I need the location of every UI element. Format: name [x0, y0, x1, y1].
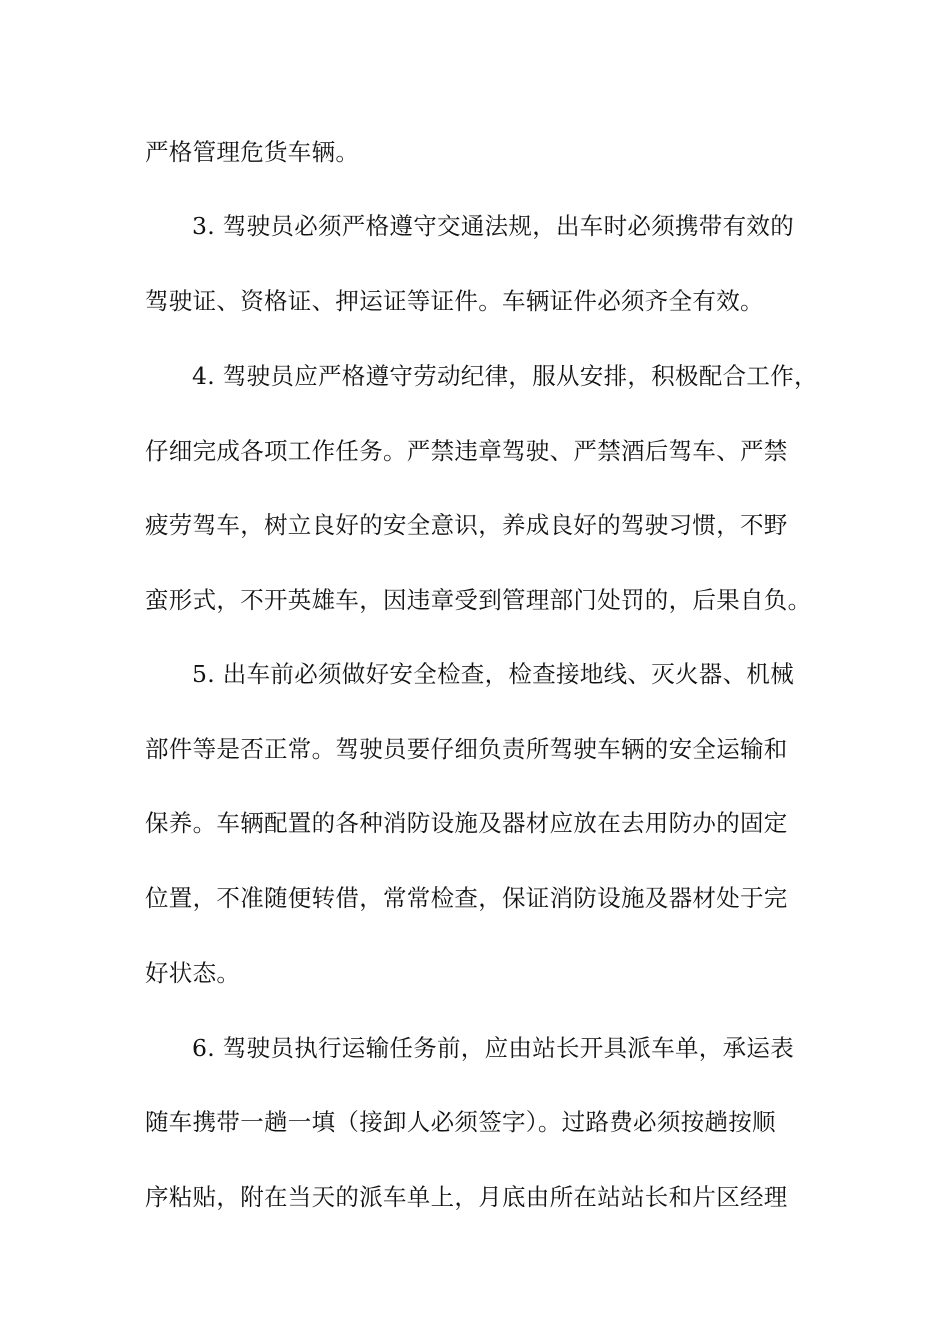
text-line-7: 蛮形式，不开英雄车，因违章受到管理部门处罚的，后果自负。 [145, 586, 812, 614]
text-line-3: 驾驶证、资格证、押运证等证件。车辆证件必须齐全有效。 [145, 287, 764, 315]
text-line-5: 仔细完成各项工作任务。严禁违章驾驶、严禁酒后驾车、严禁 [145, 437, 788, 465]
text-line-2: 3. 驾驶员必须严格遵守交通法规，出车时必须携带有效的 [192, 212, 794, 240]
text-line-4: 4. 驾驶员应严格遵守劳动纪律，服从安排，积极配合工作， [192, 362, 818, 390]
text-line-14: 随车携带一趟一填（接卸人必须签字）。过路费必须按趟按顺 [145, 1108, 776, 1136]
text-line-6: 疲劳驾车，树立良好的安全意识，养成良好的驾驶习惯，不野 [145, 511, 788, 539]
text-line-8: 5. 出车前必须做好安全检查，检查接地线、灭火器、机械 [192, 660, 794, 688]
text-line-11: 位置，不准随便转借，常常检查，保证消防设施及器材处于完 [145, 884, 788, 912]
text-line-13: 6. 驾驶员执行运输任务前，应由站长开具派车单，承运表 [192, 1034, 794, 1062]
text-line-9: 部件等是否正常。驾驶员要仔细负责所驾驶车辆的安全运输和 [145, 735, 788, 763]
text-line-10: 保养。车辆配置的各种消防设施及器材应放在去用防办的固定 [145, 809, 788, 837]
text-line-15: 序粘贴，附在当天的派车单上，月底由所在站站长和片区经理 [145, 1183, 788, 1211]
text-line-12: 好状态。 [145, 959, 241, 987]
text-line-1: 严格管理危货车辆。 [145, 138, 360, 166]
